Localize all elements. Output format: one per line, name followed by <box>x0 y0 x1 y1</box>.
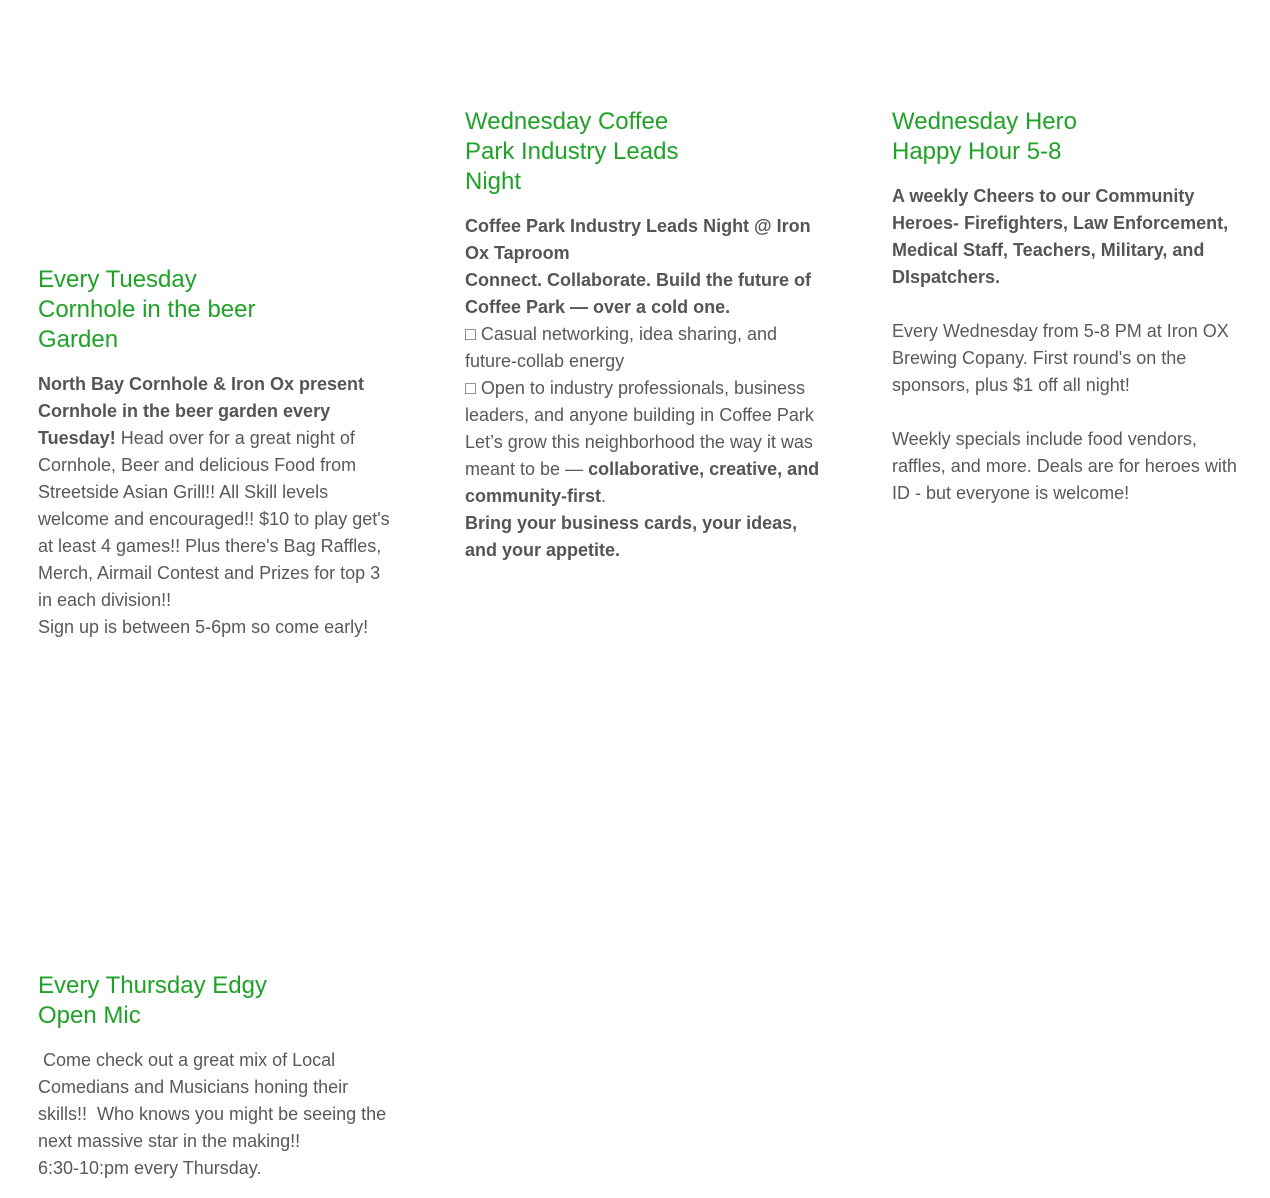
event-intro-bold: Coffee Park Industry Leads Night @ Iron Ox Taproom <box>465 216 811 263</box>
event-details: Head over for a great night of Cornhole, Beer and delicious Food from Streetside Asian Grill!! All Skill levels welcome and encouraged!! $10 to play get's at least 4 games!! Plus there's Bag Raffles, Merch, Airmail Contest and Prizes for top 3 in each division!! <box>38 428 390 610</box>
event-bullet-networking: □ Casual networking, idea sharing, and future-collab energy <box>465 324 778 371</box>
event-description <box>465 213 830 564</box>
event-tagline-bold: Connect. Collaborate. Build the future of Coffee Park — over a cold one. <box>465 270 811 317</box>
paragraph-spacer <box>892 291 1242 318</box>
event-title: Wednesday Hero Happy Hour 5-8 <box>892 108 1077 165</box>
event-title: Wednesday Coffee Park Industry Leads Night <box>465 108 679 195</box>
event-card-coffee-park-leads <box>465 107 830 564</box>
event-title: Every Thursday Edgy Open Mic <box>38 972 267 1029</box>
paragraph-spacer <box>892 399 1242 426</box>
event-grow-bold: collaborative, creative, and community-first <box>465 459 820 506</box>
event-details: Come check out a great mix of Local Comedians and Musicians honing their skills!! Who knows you might be seeing the next massive star in the making!! <box>38 1050 392 1151</box>
event-intro-bold: A weekly Cheers to our Community Heroes- Firefighters, Law Enforcement, Medical Staff, Teachers, Military, and DIspatchers. <box>892 186 1229 287</box>
event-closing-bold: Bring your business cards, your ideas, and your appetite. <box>465 513 798 560</box>
event-description <box>38 371 398 641</box>
event-time: 6:30-10:pm every Thursday. <box>38 1158 262 1178</box>
event-card-tuesday-cornhole <box>38 265 398 641</box>
event-intro-bold: North Bay Cornhole & Iron Ox present Cornhole in the beer garden every Tuesday! <box>38 374 365 448</box>
event-grow-text: Let’s grow this neighborhood the way it was meant to be — <box>465 432 813 479</box>
event-title: Every Tuesday Cornhole in the beer Garden <box>38 266 256 353</box>
event-card-thursday-open-mic <box>38 971 398 1182</box>
event-signup-note: Sign up is between 5-6pm so come early! <box>38 617 369 637</box>
event-schedule-text: Every Wednesday from 5-8 PM at Iron OX Brewing Copany. First round's on the sponsors, plus $1 off all night! <box>892 321 1229 395</box>
event-description <box>892 183 1242 507</box>
event-description <box>38 1047 398 1182</box>
event-grow-end: . <box>601 486 607 506</box>
event-bullet-audience: □ Open to industry professionals, business leaders, and anyone building in Coffee Park <box>465 378 814 425</box>
event-card-hero-happy-hour <box>892 107 1242 507</box>
event-specials-text: Weekly specials include food vendors, raffles, and more. Deals are for heroes with ID - but everyone is welcome! <box>892 429 1237 503</box>
